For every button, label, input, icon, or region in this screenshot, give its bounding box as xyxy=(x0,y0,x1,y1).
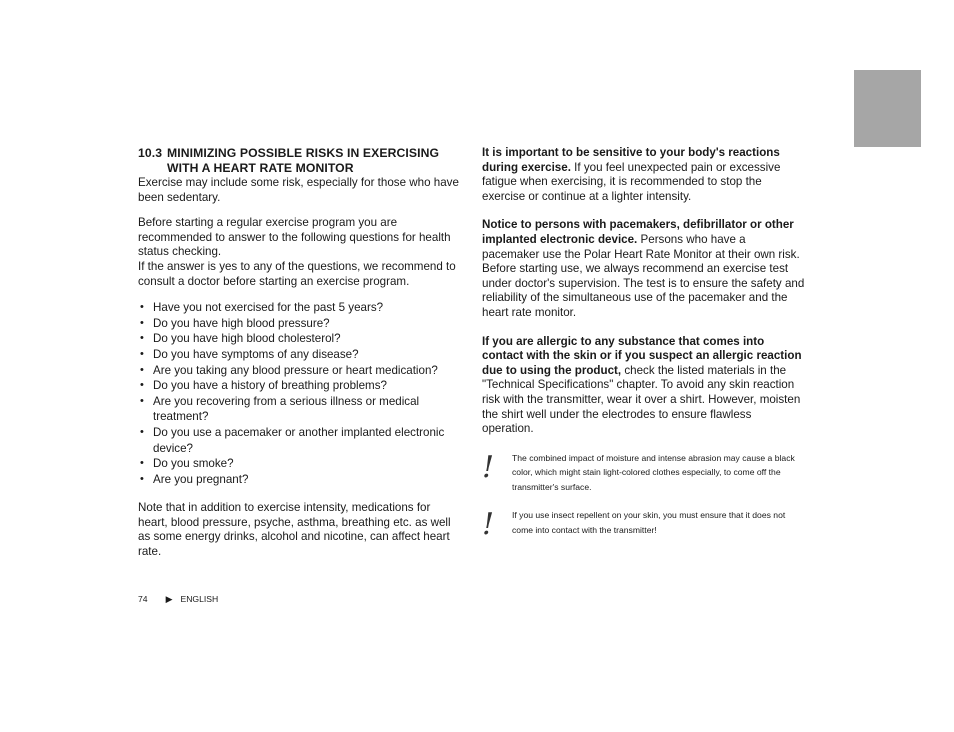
left-column xyxy=(138,146,460,560)
health-question-item xyxy=(138,456,460,472)
allergy-bold: If you are allergic to any substance that comes into contact with the skin or if you suspect an allergic reaction due to using the product, xyxy=(482,334,802,377)
health-check-paragraph: Before starting a regular exercise program you are recommended to answer to the following questions for health status checking. xyxy=(138,216,451,259)
warning-exclamation-icon: ! xyxy=(482,507,495,543)
health-question-text: Do you have high blood pressure? xyxy=(153,316,330,330)
bullet-icon: • xyxy=(140,301,144,314)
warning-exclamation-icon: ! xyxy=(482,449,495,485)
intro-paragraph: Exercise may include some risk, especially for those who have been sedentary. xyxy=(138,176,459,204)
health-question-text: Do you have high blood cholesterol? xyxy=(153,332,341,346)
chapter-tab-block xyxy=(854,70,921,147)
insect-repellent-warning-note xyxy=(482,507,806,543)
health-question-item xyxy=(138,316,460,332)
health-question-text: Do you smoke? xyxy=(153,457,234,471)
moisture-warning-note xyxy=(482,451,806,495)
bullet-icon: • xyxy=(140,394,144,407)
section-title-line2: WITH A HEART RATE MONITOR xyxy=(167,161,354,175)
health-question-text: Are you recovering from a serious illness or medical treatment? xyxy=(153,394,420,424)
pacemaker-bold: Notice to persons with pacemakers, defibrillator or other implanted electronic device. xyxy=(482,218,794,246)
health-question-text: Are you taking any blood pressure or heart medication? xyxy=(153,363,438,377)
bullet-icon: • xyxy=(140,472,144,485)
health-question-item xyxy=(138,331,460,347)
health-question-text: Have you not exercised for the past 5 years? xyxy=(153,301,384,315)
moisture-warning-text: The combined impact of moisture and intense abrasion may cause a black color, which might stain light-colored clothes especially, to come off the transmitter's surface. xyxy=(512,452,795,492)
health-questions-list xyxy=(138,300,460,487)
consult-doctor-paragraph: If the answer is yes to any of the questions, we recommend to consult a doctor before starting an exercise program. xyxy=(138,259,456,288)
bullet-icon: • xyxy=(140,379,144,392)
allergy-text: check the listed materials in the "Technical Specifications" chapter. To avoid any skin reaction risk with the transmitter, wear it over a shirt. However, moisten the shirt well under the electrodes to ensure flawless operation. xyxy=(482,363,801,436)
sensitivity-bold: It is important to be sensitive to your body's reactions during exercise. xyxy=(482,146,780,174)
closing-paragraph: Note that in addition to exercise intensity, medications for heart, blood pressure, psyche, asthma, breathing etc. as well as some energy drinks, alcohol and nicotine, can affect heart rate. xyxy=(138,501,451,559)
bullet-icon: • xyxy=(140,347,144,360)
section-number: 10.3 xyxy=(138,146,163,160)
insect-repellent-warning-text: If you use insect repellent on your skin, you must ensure that it does not come into contact with the transmitter! xyxy=(512,510,786,535)
pacemaker-text: Persons who have a pacemaker use the Polar Heart Rate Monitor at their own risk. Before starting use, we always recommend an exercise test under doctor's supervision. The test is to ensure the safety and reliability of the simultaneous use of the pacemaker and the heart rate monitor. xyxy=(482,232,805,319)
pacemaker-paragraph xyxy=(482,218,806,320)
bullet-icon: • xyxy=(140,332,144,345)
bullet-icon: • xyxy=(140,316,144,329)
bullet-icon: • xyxy=(140,457,144,470)
health-question-item xyxy=(138,300,460,316)
health-question-item xyxy=(138,378,460,394)
health-question-item xyxy=(138,425,460,456)
page-number: 74 xyxy=(138,594,148,604)
health-question-text: Do you have symptoms of any disease? xyxy=(153,347,359,361)
page-footer xyxy=(138,593,218,605)
health-question-item xyxy=(138,347,460,363)
allergy-paragraph xyxy=(482,335,806,437)
section-title-line1: MINIMIZING POSSIBLE RISKS IN EXERCISING xyxy=(167,146,440,160)
health-question-text: Are you pregnant? xyxy=(153,472,249,486)
bullet-icon: • xyxy=(140,363,144,376)
health-question-item xyxy=(138,394,460,425)
health-question-text: Do you have a history of breathing problems? xyxy=(153,379,387,393)
health-question-text: Do you use a pacemaker or another implanted electronic device? xyxy=(153,425,445,455)
sensitivity-paragraph xyxy=(482,146,806,204)
right-column xyxy=(482,146,806,543)
health-question-item xyxy=(138,472,460,488)
play-arrow-icon: ▶ xyxy=(165,594,173,604)
footer-language: ENGLISH xyxy=(180,594,219,604)
sensitivity-text: If you feel unexpected pain or excessive fatigue when exercising, it is recommended to stop the exercise or continue at a lighter intensity. xyxy=(482,160,781,203)
section-heading xyxy=(138,146,460,176)
health-question-item xyxy=(138,363,460,379)
bullet-icon: • xyxy=(140,425,144,438)
